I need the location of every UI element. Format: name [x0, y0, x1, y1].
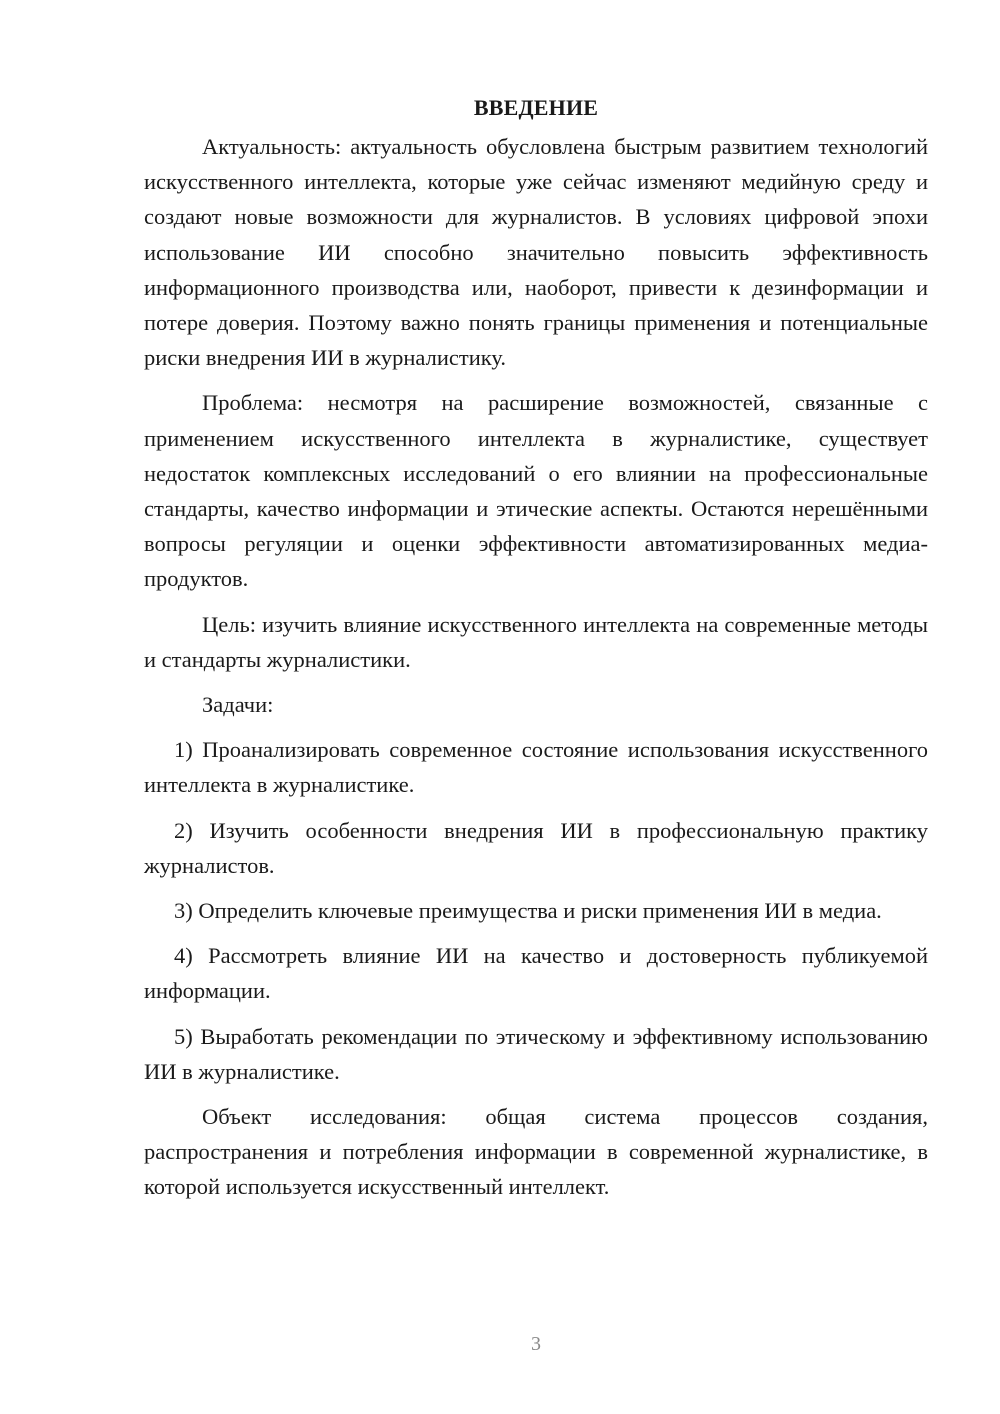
- paragraph-tasks-label: Задачи:: [202, 692, 274, 718]
- paragraph-relevance: Актуальность: актуальность обусловлена быстрым развитием технологий искусственного интеллекта, которые уже сейчас изменяют медийную среду и создают новые возможности для журналистов. В условиях цифровой эпохи использование ИИ способно значительно повысить эффективность информационного производства или, наоборот, привести к дезинформации и потере доверия. Поэтому важно понять границы применения и потенциальные риски внедрения ИИ в журналистику.: [144, 134, 928, 371]
- task-item-1: 1) Проанализировать современное состояние использования искусственного интеллекта в журналистике.: [144, 737, 928, 798]
- paragraph-object: Объект исследования: общая система процессов создания, распространения и потребления информации в современной журналистике, в которой используется искусственный интеллект.: [144, 1104, 928, 1200]
- task-item-2: 2) Изучить особенности внедрения ИИ в профессиональную практику журналистов.: [144, 817, 928, 878]
- paragraph-problem: Проблема: несмотря на расширение возможностей, связанные с применением искусственного интеллекта в журналистике, существует недостаток комплексных исследований о его влиянии на профессиональные стандарты, качество информации и этические аспекты. Остаются нерешёнными вопросы регуляции и оценки эффективности автоматизированных медиа-продуктов.: [144, 390, 928, 592]
- page-content: [144, 90, 928, 1215]
- task-item-3: 3) Определить ключевые преимущества и риски применения ИИ в медиа.: [174, 898, 882, 924]
- page-number: 3: [531, 1333, 541, 1355]
- section-heading: ВВЕДЕНИЕ: [473, 95, 599, 120]
- task-item-4: 4) Рассмотреть влияние ИИ на качество и достоверность публикуемой информации.: [144, 943, 928, 1004]
- task-item-5: 5) Выработать рекомендации по этическому и эффективному использованию ИИ в журналистике.: [144, 1023, 928, 1084]
- paragraph-goal: Цель: изучить влияние искусственного интеллекта на современные методы и стандарты журналистики.: [144, 611, 928, 672]
